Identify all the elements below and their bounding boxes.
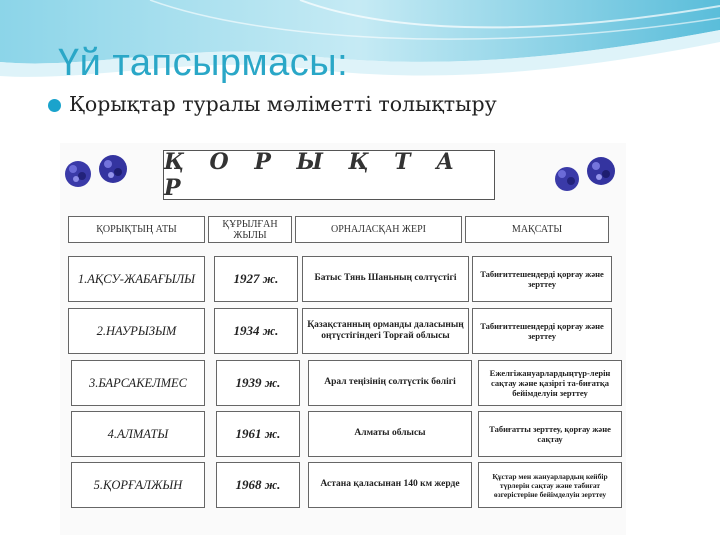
cell-year: 1934 ж. [214,308,298,354]
cell-location: Қазақстанның орманды даласының оңтүстігіндегі Торғай облысы [302,308,469,354]
cell-name: 2.НАУРЫЗЫМ [68,308,205,354]
cell-name: 1.АҚСУ-ЖАБАҒЫЛЫ [68,256,205,302]
flower-icon [552,164,582,194]
cell-name: 3.БАРСАКЕЛМЕС [71,360,205,406]
column-header-location: ОРНАЛАСҚАН ЖЕРІ [295,216,462,243]
cell-goal: Табиғиттешендерді қорғау және зерттеу [472,308,612,354]
slide-title: Үй тапсырмасы: [58,42,349,84]
cell-year: 1961 ж. [216,411,300,457]
cell-location: Алматы облысы [308,411,472,457]
cell-goal: Табиғиттешендерді қорғау және зерттеу [472,256,612,302]
cell-goal: Ежелгіжануарлардыңтүр-лерін сақтау және қазіргі та-биғатқа бейімделуін зерттеу [478,360,622,406]
cell-year: 1927 ж. [214,256,298,302]
cell-location: Астана қаласынан 140 км жерде [308,462,472,508]
cell-goal: Табиғатты зерттеу, қорғау және сақтау [478,411,622,457]
cell-name: 5.ҚОРҒАЛЖЫН [71,462,205,508]
flower-icon [96,152,130,186]
column-header-year: ҚҰРЫЛҒАН ЖЫЛЫ [208,216,292,243]
cell-location: Батыс Тянь Шаньның солтүстігі [302,256,469,302]
flower-icon [62,158,94,190]
cell-goal: Құстар мен жануарлардың кейбір түрлерін сақтау және табиғат өзгерістеріне бейімделуін зерттеу [478,462,622,508]
bullet-text: Қорықтар туралы мәліметті толықтыру [69,92,497,116]
cell-year: 1968 ж. [216,462,300,508]
cell-year: 1939 ж. [216,360,300,406]
column-header-name: ҚОРЫҚТЫҢ АТЫ [68,216,205,243]
column-header-goal: МАҚСАТЫ [465,216,609,243]
flower-icon [584,154,618,188]
bullet-dot-icon [48,99,61,112]
table-header: Қ О Р Ы Қ Т А Р [163,150,495,200]
cell-name: 4.АЛМАТЫ [71,411,205,457]
cell-location: Арал теңізінің солтүстік бөлігі [308,360,472,406]
bullet-item [48,92,497,116]
